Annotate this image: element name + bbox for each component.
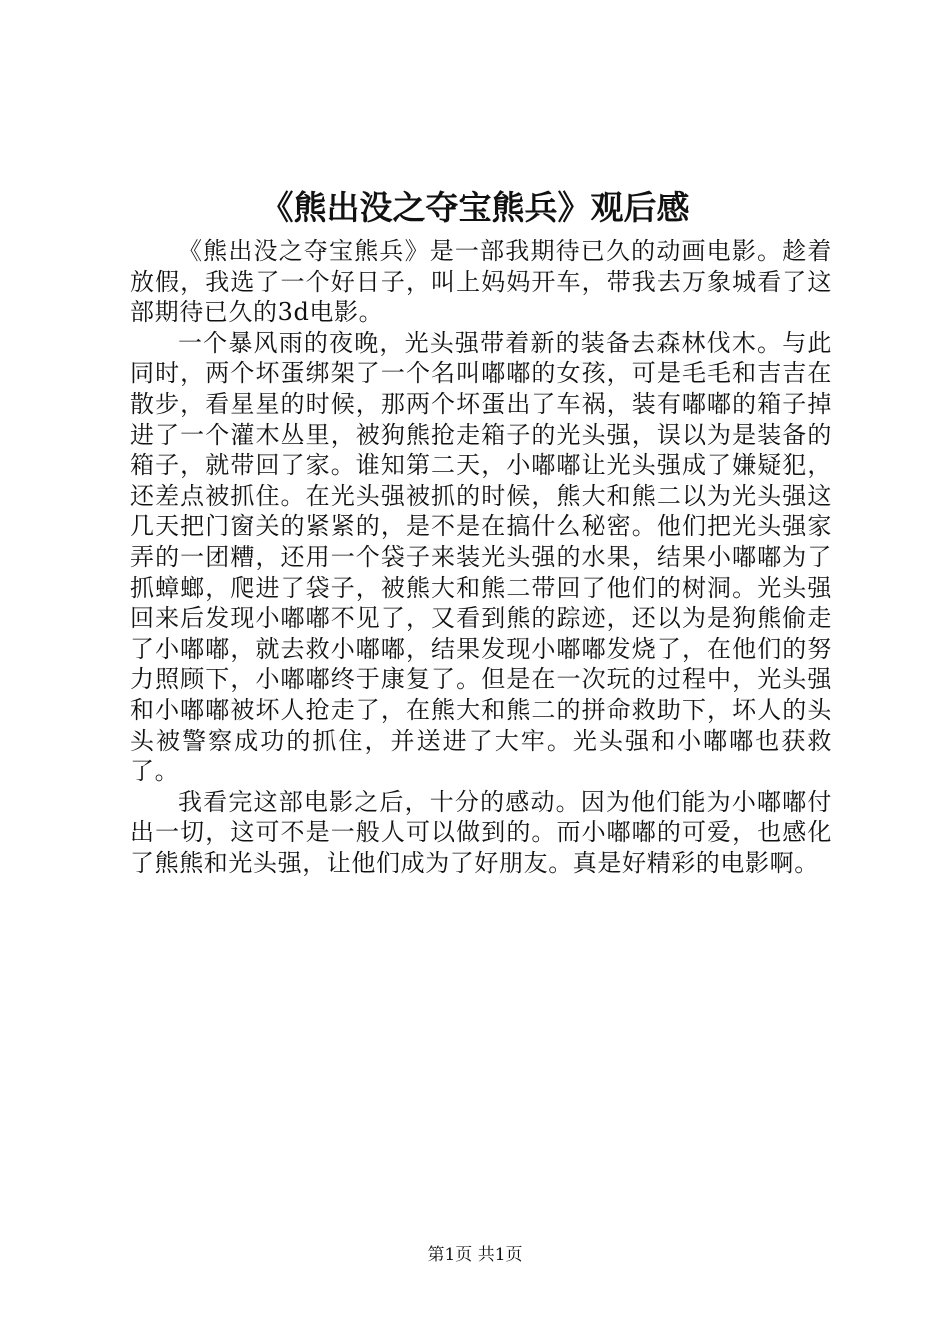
- document-body: [130, 236, 832, 878]
- paragraph-conclusion: 我看完这部电影之后，十分的感动。因为他们能为小嘟嘟付出一切，这可不是一般人可以做到的。而小嘟嘟的可爱，也感化了熊熊和光头强，让他们成为了好朋友。真是好精彩的电影啊。: [130, 787, 832, 877]
- paragraph-plot: 一个暴风雨的夜晚，光头强带着新的装备去森林伐木。与此同时，两个坏蛋绑架了一个名叫嘟嘟的女孩，可是毛毛和吉吉在散步，看星星的时候，那两个坏蛋出了车祸，装有嘟嘟的箱子掉进了一个灌木丛里，被狗熊抢走箱子的光头强，误以为是装备的箱子，就带回了家。谁知第二天，小嘟嘟让光头强成了嫌疑犯，还差点被抓住。在光头强被抓的时候，熊大和熊二以为光头强这几天把门窗关的紧紧的，是不是在搞什么秘密。他们把光头强家弄的一团糟，还用一个袋子来装光头强的水果，结果小嘟嘟为了抓蟑螂，爬进了袋子，被熊大和熊二带回了他们的树洞。光头强回来后发现小嘟嘟不见了，又看到熊的踪迹，还以为是狗熊偷走了小嘟嘟，就去救小嘟嘟，结果发现小嘟嘟发烧了，在他们的努力照顾下，小嘟嘟终于康复了。但是在一次玩的过程中，光头强和小嘟嘟被坏人抢走了，在熊大和熊二的拼命救助下，坏人的头头被警察成功的抓住，并送进了大牢。光头强和小嘟嘟也获救了。: [130, 328, 832, 786]
- paragraph-intro: 《熊出没之夺宝熊兵》是一部我期待已久的动画电影。趁着放假，我选了一个好日子，叫上妈妈开车，带我去万象城看了这部期待已久的3d电影。: [130, 237, 832, 327]
- page-number-footer: 第1页 共1页: [427, 1245, 523, 1265]
- document-title: 《熊出没之夺宝熊兵》观后感: [260, 188, 690, 227]
